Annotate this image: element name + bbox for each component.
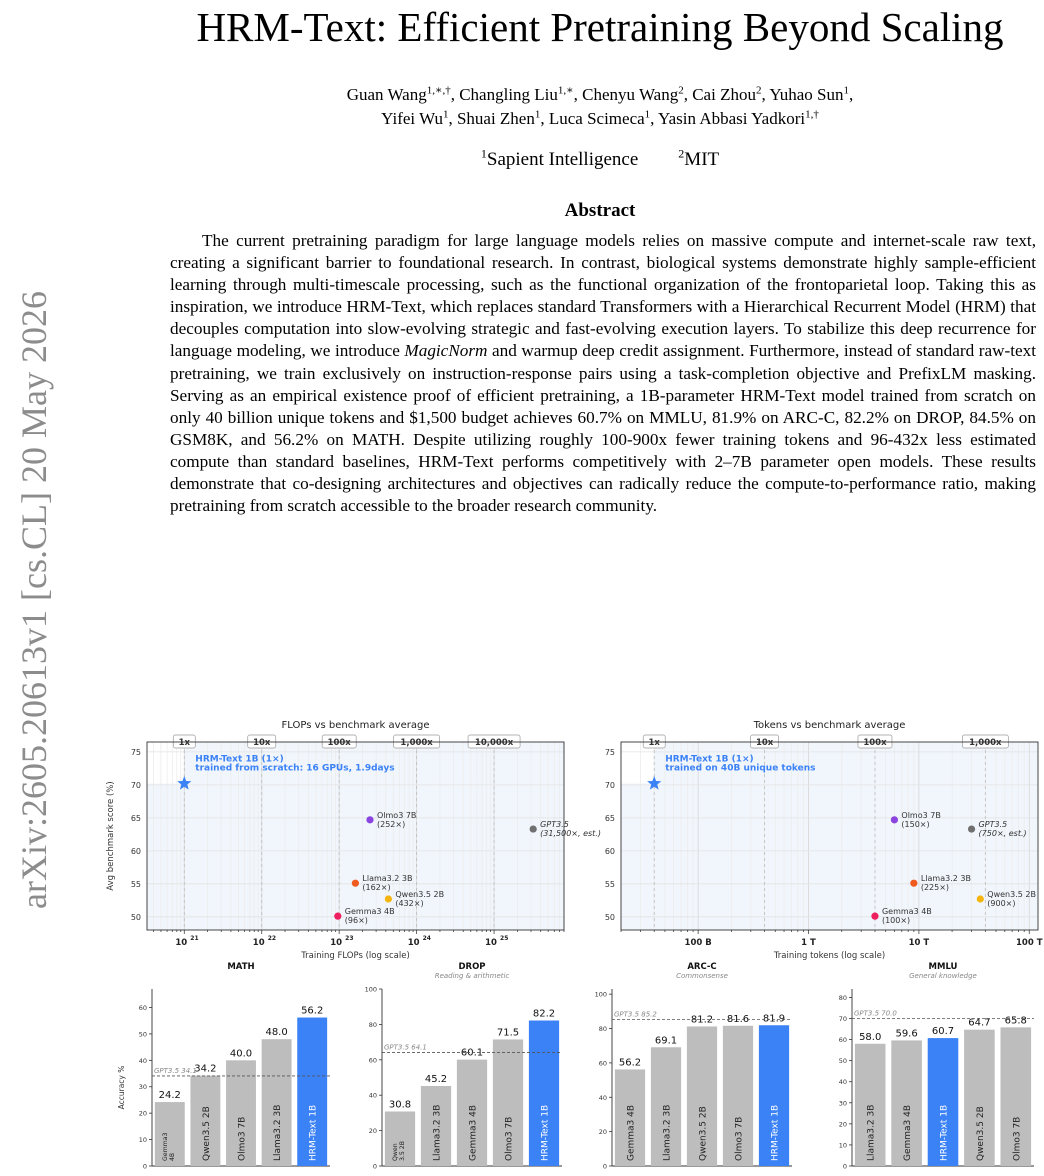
x-tick-exponent: 21 <box>190 935 199 942</box>
abstract-text-1: The current pretraining paradigm for large language models relies on massive compute and internet-scale raw text, creating a significant barrier to foundational research. In contrast, biological systems demonstrate highly sample-efficient learning through multi-timescale processing, such as the functional organization of the frontoparietal loop. Taking this as inspiration, we introduce HRM-Text, which replaces standard Transformers with a Hierarchical Recurrent Model (HRM) that decouples computation into slow-evolving strategic and fast-evolving execution layers. To stabilize this deep recurrence for language modeling, we introduce <box>170 231 1036 361</box>
bar-category-label: Gemma3 4B <box>626 1104 637 1161</box>
point-note: (31,500×, est.) <box>540 829 601 839</box>
point-marker <box>530 825 537 832</box>
reference-label: GPT3.5 34.1 <box>154 1066 197 1075</box>
abstract-heading: Abstract <box>564 200 636 221</box>
bar-category-label: Llama3.2 3B <box>432 1104 443 1161</box>
bar-value-label: 58.0 <box>859 1031 882 1043</box>
point-marker <box>910 880 917 887</box>
y-tick-label: 100 <box>364 985 377 994</box>
bar-value-label: 34.2 <box>194 1063 217 1075</box>
bar-value-label: 56.2 <box>301 1005 324 1017</box>
bar-value-label: 81.6 <box>726 1013 750 1025</box>
point-note: trained on 40B unique tokens <box>665 763 816 774</box>
y-tick-label: 40 <box>368 1091 377 1100</box>
point-label: HRM-Text 1B (1×) <box>665 754 754 765</box>
y-tick-label: 55 <box>604 879 615 889</box>
bar-chart-5 <box>839 962 1034 1171</box>
bar-value-label: 65.8 <box>1004 1015 1027 1027</box>
bar-category-label: HRM-Text 1B <box>770 1104 781 1161</box>
affiliation-mark: 2 <box>678 146 685 161</box>
y-tick-label: 20 <box>368 1127 377 1136</box>
y-axis-label: Accuracy % <box>117 1065 126 1110</box>
bar-value-label: 60.1 <box>460 1047 484 1059</box>
bar-chart-3 <box>365 962 562 1171</box>
point-marker <box>977 895 984 902</box>
reference-label: GPT3.5 85.2 <box>614 1010 657 1019</box>
y-tick-label: 60 <box>604 846 615 856</box>
multiplier-label: 10x <box>755 738 774 748</box>
y-tick-label: 20 <box>838 1120 847 1129</box>
y-tick-label: 80 <box>368 1020 377 1029</box>
bar-category-label: Gemma3 4B <box>468 1104 479 1161</box>
multiplier-label: 10x <box>253 738 271 748</box>
author-name: Shuai Zhen <box>456 109 535 128</box>
x-tick-label: 10 <box>252 938 265 948</box>
author-name: Yasin Abbasi Yadkori <box>658 109 806 128</box>
bar-value-label: 45.2 <box>424 1073 448 1085</box>
point-marker <box>891 816 898 823</box>
bar-value-label: 60.7 <box>931 1026 955 1038</box>
x-axis-label: Training FLOPs (log scale) <box>301 951 410 961</box>
abstract-body <box>170 230 1036 517</box>
y-tick-label: 40 <box>598 1093 607 1102</box>
efficiency-region <box>621 784 1038 930</box>
point-marker <box>871 913 878 920</box>
author-name: Changling Liu <box>459 85 558 104</box>
multiplier-label: 1x <box>178 738 190 748</box>
y-tick-label: 30 <box>838 1099 847 1108</box>
y-tick-label: 80 <box>598 1025 607 1034</box>
affiliation-name: MIT <box>684 149 720 170</box>
x-tick-label: 10 <box>330 938 343 948</box>
chart-subtitle: Commonsense <box>676 972 728 980</box>
bar-value-label: 81.2 <box>690 1014 714 1026</box>
y-tick-label: 10 <box>138 1136 147 1145</box>
chart-title: ARC-C <box>687 962 717 972</box>
bar-value-label: 64.7 <box>968 1017 991 1029</box>
multiplier-label: 100x <box>863 738 887 748</box>
chart-title: MATH <box>227 962 255 972</box>
bar-category-label: HRM-Text 1B <box>540 1104 551 1161</box>
y-tick-label: 70 <box>838 1015 847 1023</box>
y-tick-label: 10 <box>838 1141 847 1150</box>
x-axis-label: Training tokens (log scale) <box>773 951 886 961</box>
author-affiliation-mark: 1 <box>644 108 651 121</box>
y-tick-label: 40 <box>838 1078 847 1087</box>
bar-value-label: 82.2 <box>532 1008 556 1020</box>
multiplier-label: 1x <box>648 738 660 748</box>
point-marker <box>366 816 373 823</box>
y-tick-label: 20 <box>138 1109 147 1118</box>
reference-label: GPT3.5 64.1 <box>384 1043 427 1052</box>
bar-category-label: Gemma3 4B <box>903 1104 914 1161</box>
y-tick-label: 40 <box>138 1056 147 1065</box>
point-note: (162×) <box>362 883 391 893</box>
multiplier-label: 1,000x <box>400 738 433 748</box>
chart-title: DROP <box>458 962 486 972</box>
point-note: (150×) <box>901 819 930 829</box>
multiplier-label: 1,000x <box>969 738 1002 748</box>
bar-category-label: Llama3.2 3B <box>662 1104 673 1161</box>
point-label: Gemma3 4B <box>881 907 932 917</box>
y-tick-label: 65 <box>604 813 615 823</box>
y-tick-label: 60 <box>368 1056 377 1065</box>
x-tick-label: 100 T <box>1016 938 1043 948</box>
author-affiliation-mark: 1 <box>442 108 449 121</box>
x-tick-exponent: 22 <box>267 935 277 942</box>
author-name: Yuhao Sun <box>769 85 844 104</box>
bar-value-label: 59.6 <box>895 1028 918 1040</box>
affiliations <box>160 148 1040 172</box>
bar-category-label: Qwen3.5 2B <box>975 1106 986 1161</box>
y-tick-label: 75 <box>130 747 141 757</box>
bar-value-label: 40.0 <box>229 1048 253 1060</box>
bar-value-label: 48.0 <box>265 1027 288 1039</box>
y-tick-label: 60 <box>838 1036 847 1045</box>
figure-1 <box>100 712 1044 1176</box>
author-line-2: Yifei Wu$^1$, Shuai Zhen$^1$, Luca Scimeca$^1$, Yasin Abbasi Yadkori$^{1,\dagger}$ <box>381 108 819 128</box>
point-label: Gemma3 4B <box>344 907 395 917</box>
bar-category-label: Qwen3.5 2B <box>698 1106 709 1161</box>
arxiv-stamp-text: arXiv:2605.20613v1 [cs.CL] 20 May 2026 <box>14 291 54 909</box>
chart-subtitle: Reading & arithmetic <box>434 972 510 980</box>
point-label: Llama3.2 3B <box>362 874 413 884</box>
bar-category-label: HRM-Text 1B <box>939 1104 950 1161</box>
point-note: (900×) <box>987 898 1016 908</box>
y-tick-label: 20 <box>598 1128 607 1137</box>
y-axis-label: Avg benchmark score (%) <box>106 781 116 891</box>
y-tick-label: 50 <box>604 912 615 922</box>
bar-category-label: Olmo3 7B <box>1012 1116 1023 1161</box>
bar-category-label: Olmo3 7B <box>734 1116 745 1161</box>
author-name: Guan Wang <box>346 85 427 104</box>
y-tick-label: 0 <box>372 1162 377 1171</box>
x-tick-label: 1 T <box>801 938 816 948</box>
bar-category-label: Qwen <box>392 1143 399 1161</box>
point-label: Qwen3.5 2B <box>987 889 1036 899</box>
author-affiliation-mark: 1,† <box>805 108 819 121</box>
y-tick-label: 60 <box>130 846 141 856</box>
y-tick-label: 65 <box>130 813 141 823</box>
point-label: Qwen3.5 2B <box>395 889 445 899</box>
point-marker <box>352 880 359 887</box>
bar-category-label: Qwen3.5 2B <box>201 1106 212 1161</box>
y-tick-label: 60 <box>138 1003 147 1012</box>
author-name: Yifei Wu <box>381 109 443 128</box>
y-tick-label: 70 <box>604 780 615 790</box>
bar-value-label: 56.2 <box>618 1057 642 1069</box>
bar-category-label: HRM-Text 1B <box>308 1104 319 1161</box>
author-name: Luca Scimeca <box>548 109 645 128</box>
bar-chart-2 <box>117 962 330 1171</box>
bar-value-label: 81.9 <box>762 1013 786 1025</box>
y-tick-label: 50 <box>138 1030 147 1039</box>
author-affiliation-mark: 1 <box>843 84 849 97</box>
y-tick-label: 75 <box>604 747 615 757</box>
x-tick-label: 10 T <box>908 938 930 948</box>
y-tick-label: 30 <box>138 1083 147 1092</box>
y-tick-label: 0 <box>602 1162 607 1171</box>
y-tick-label: 50 <box>130 912 141 922</box>
multiplier-label: 100x <box>327 738 351 748</box>
point-label: Olmo3 7B <box>901 810 941 820</box>
point-marker <box>385 895 392 902</box>
reference-label: GPT3.5 70.0 <box>854 1009 897 1018</box>
x-tick-label: 100 B <box>684 938 712 948</box>
bar-category-label: Llama3.2 3B <box>866 1104 877 1161</box>
chart-title: MMLU <box>928 962 958 972</box>
abstract-term-magicnorm: MagicNorm <box>404 341 488 361</box>
paper-title: HRM-Text: Efficient Pretraining Beyond Scaling <box>196 4 1004 50</box>
point-note: (432×) <box>395 898 424 908</box>
chart-subtitle: General knowledge <box>909 972 977 980</box>
scatter-chart-0 <box>106 720 601 961</box>
x-tick-label: 10 <box>407 938 420 948</box>
chart-title: FLOPs vs benchmark average <box>281 720 430 731</box>
scatter-chart-1 <box>605 720 1043 961</box>
bar-category-label: Olmo3 7B <box>237 1116 248 1161</box>
author-affiliation-mark: 1,∗,† <box>426 84 451 97</box>
bar-value-label: 71.5 <box>496 1027 520 1039</box>
point-label: Olmo3 7B <box>376 810 417 820</box>
point-note: (750×, est.) <box>978 829 1027 839</box>
bar-category-label: Olmo3 7B <box>504 1116 515 1161</box>
author-name: Chenyu Wang <box>582 85 679 104</box>
point-label: Llama3.2 3B <box>920 874 971 884</box>
point-label: GPT3.5 <box>540 820 569 830</box>
bar-chart-4 <box>595 962 792 1171</box>
multiplier-label: 10,000x <box>474 738 514 748</box>
author-affiliation-mark: 2 <box>678 84 684 97</box>
author-affiliation-mark: 2 <box>755 84 762 97</box>
point-label: GPT3.5 <box>978 820 1008 830</box>
bar-category-label: Llama3.2 3B <box>273 1104 284 1161</box>
point-note: (100×) <box>881 916 911 926</box>
bar-category-label: 4B <box>168 1152 176 1161</box>
y-tick-label: 0 <box>142 1162 147 1171</box>
bar-value-label: 24.2 <box>158 1090 181 1102</box>
bar-value-label: 69.1 <box>654 1035 678 1047</box>
bar-value-label: 30.8 <box>388 1099 412 1111</box>
author-list <box>160 83 1040 131</box>
bar-category-label: 3.5 2B <box>399 1141 406 1161</box>
y-tick-label: 100 <box>594 990 607 999</box>
point-note: trained from scratch: 16 GPUs, 1.9days <box>195 763 395 774</box>
point-marker <box>334 913 341 920</box>
y-tick-label: 0 <box>842 1162 847 1171</box>
author-affiliation-mark: 1 <box>534 108 541 121</box>
x-tick-exponent: 24 <box>422 935 431 942</box>
bar-category-label: Gemma3 <box>161 1132 169 1161</box>
author-name: Cai Zhou <box>692 85 756 104</box>
point-note: (252×) <box>376 819 406 829</box>
y-tick-label: 80 <box>838 993 847 1002</box>
x-tick-label: 10 <box>175 938 188 948</box>
author-line-1: Guan Wang$^{1,∗,\dagger}$, Changling Liu$^{1,∗}$, Chenyu Wang$^2$, Cai Zhou$^2$, Yuhao Sun$^1$, <box>346 84 854 104</box>
point-label: HRM-Text 1B (1×) <box>195 754 284 765</box>
x-tick-label: 10 <box>485 938 497 948</box>
y-tick-label: 55 <box>130 879 141 889</box>
y-tick-label: 50 <box>838 1057 847 1066</box>
y-tick-label: 70 <box>130 780 141 790</box>
author-affiliation-mark: 1,∗ <box>557 84 574 97</box>
y-tick-label: 60 <box>598 1059 607 1068</box>
point-note: (96×) <box>344 916 368 926</box>
abstract-text-2: and warmup deep credit assignment. Furthermore, instead of standard raw-text pretraining, we train exclusively on instruction-response pairs using a task-completion objective and PrefixLM masking. Serving as an empirical existence proof of efficient pretraining, a 1B-parameter HRM-Text model trained from scratch on only 40 billion unique tokens and $1,500 budget achieves 60.7% on MMLU, 81.9% on ARC-C, 82.2% on DROP, 84.5% on GSM8K, and 56.2% on MATH. Despite utilizing roughly 100-900x fewer training tokens and 96-432x less estimated compute than standard baselines, HRM-Text performs competitively with 2–7B parameter open models. These results demonstrate that co-designing architectures and objectives can radically reduce the compute-to-performance ratio, making pretraining from scratch accessible to the broader research community. <box>170 341 1036 516</box>
chart-title: Tokens vs benchmark average <box>753 720 906 731</box>
affiliation-name: Sapient Intelligence <box>486 149 639 170</box>
x-tick-exponent: 25 <box>500 935 509 942</box>
x-tick-exponent: 23 <box>345 935 354 942</box>
point-note: (225×) <box>920 883 950 893</box>
point-marker <box>968 825 975 832</box>
affiliation-mark: 1 <box>480 146 487 161</box>
